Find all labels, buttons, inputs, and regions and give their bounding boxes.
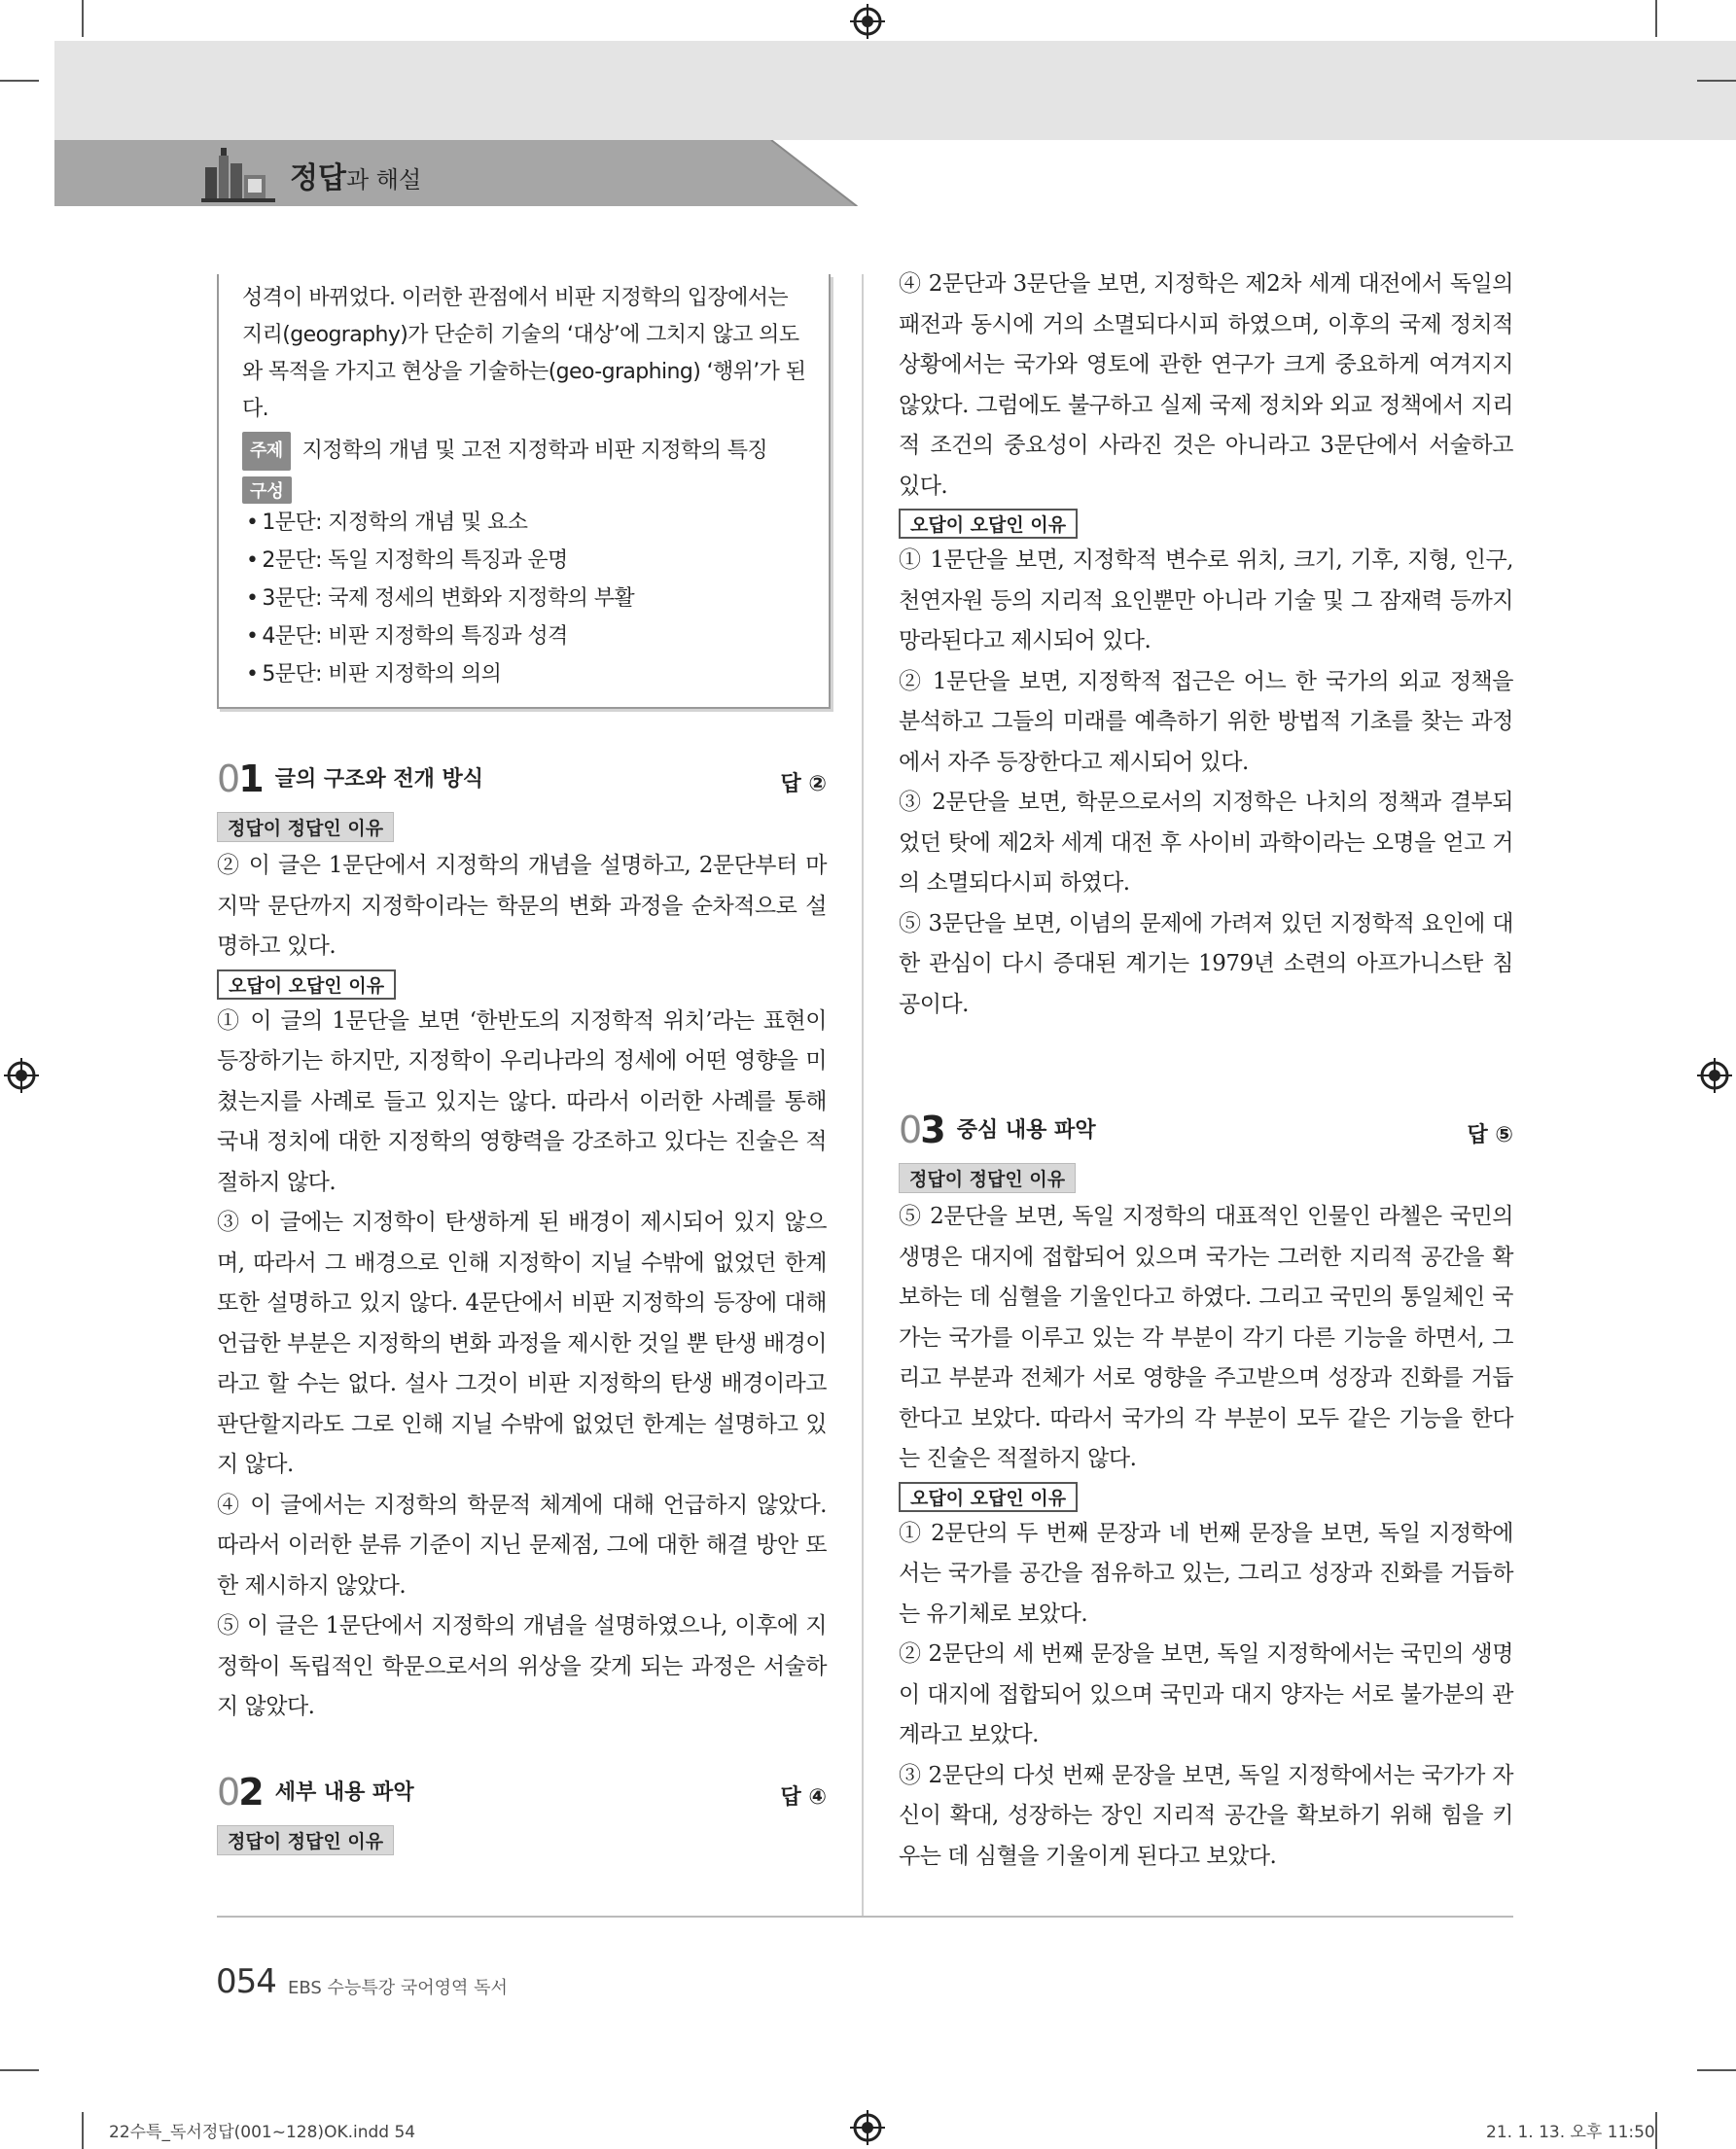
wrong-reason-item: ⑤ 이 글은 1문단에서 지정학의 개념을 설명하였으나, 이후에 지정학이 독립적인 학문으로서의 위상을 갖게 되는 과정은 서술하지 않았다.: [217, 1613, 827, 1719]
correct-reason-text: ⑤ 2문단을 보면, 독일 지정학의 대표적인 인물인 라첼은 국민의 생명은 대지에 접합되어 있으며 국가는 그러한 지리적 공간을 확보하는 데 심혈을 기울인다고 하였다. 그리고 국민의 통일체인 국가는 국가를 이루고 있는 각 부분이 각기 다른 기능을 하면서, 그리고 부분과 전체가 서로 영향을 주고받으며 성장과 진화를 거듭한다고 보았다. 따라서 국가의 각 부분이 모두 같은 기능을 한다는 진술은 적절하지 않다.: [899, 1204, 1513, 1471]
print-slug-file: 22수특_독서정답(001~128)OK.indd 54: [109, 2123, 416, 2142]
book-title: EBS 수능특강 국어영역 독서: [288, 1978, 508, 1998]
crop-mark: [1655, 2112, 1657, 2149]
wrong-reason-item: ② 1문단을 보면, 지정학적 접근은 어느 한 국가의 외교 정책을 분석하고 그들의 미래를 예측하기 위한 방법적 기초를 찾는 과정에서 자주 등장한다고 제시되어 있다.: [899, 668, 1513, 775]
question-02-header: [217, 1771, 827, 1821]
wrong-reason-item: ① 이 글의 1문단을 보면 ‘한반도의 지정학적 위치’라는 표현이 등장하기는 하지만, 지정학이 우리나라의 정세에 어떤 영향을 미쳤는지를 사례로 들고 있지는 않다. 따라서 이러한 사례를 통해 국내 정치에 대한 지정학의 영향력을 강조하고 있다는 진술은 적절하지 않다.: [217, 1007, 827, 1195]
crop-mark: [82, 2112, 84, 2149]
question-03-header: [899, 1109, 1513, 1159]
crop-mark: [82, 0, 84, 37]
question-number: 01: [217, 757, 263, 800]
correct-reason-text: ④ 2문단과 3문단을 보면, 지정학은 제2차 세계 대전에서 독일의 패전과 동시에 거의 소멸되다시피 하였으며, 이후의 국제 정치적 상황에서는 국가와 영토에 관한 연구가 크게 중요하게 여겨지지 않았다. 그럼에도 불구하고 실제 국제 정치와 외교 정책에서 지리적 조건의 중요성이 사라진 것은 아니라고 3문단에서 서술하고 있다.: [899, 271, 1513, 499]
wrong-reason-item: ① 1문단을 보면, 지정학적 변수로 위치, 크기, 기후, 지형, 인구, 천연자원 등의 지리적 요인뿐만 아니라 기술 및 그 잠재력 등까지 망라된다고 제시되어 있다.: [899, 547, 1513, 653]
theme-tag: 주제: [242, 432, 291, 471]
structure-tag: 구성: [242, 476, 292, 504]
registration-mark-icon: [850, 4, 885, 39]
correct-reason-text: ② 이 글은 1문단에서 지정학의 개념을 설명하고, 2문단부터 마지막 문단까지 지정학이라는 학문의 변화 과정을 순차적으로 설명하고 있다.: [217, 853, 827, 959]
question-answer: 답 ④: [780, 1784, 827, 1810]
structure-item: • 4문단: 비판 지정학의 특징과 성격: [246, 617, 807, 655]
question-title: 세부 내용 파악: [274, 1779, 414, 1805]
wrong-reason-item: ③ 2문단을 보면, 학문으로서의 지정학은 나치의 정책과 결부되었던 탓에 제2차 세계 대전 후 사이비 과학이라는 오명을 얻고 거의 소멸되다시피 하였다.: [899, 790, 1513, 896]
crop-mark: [1697, 2069, 1736, 2071]
wrong-reason-label: 오답이 오답인 이유: [899, 509, 1078, 539]
question-title: 중심 내용 파악: [956, 1118, 1096, 1143]
wrong-reason-item: ③ 이 글에는 지정학이 탄생하게 된 배경이 제시되어 있지 않으며, 따라서 그 배경으로 인해 지정학이 지닐 수밖에 없었던 한계 또한 설명하고 있지 않다. 4문단에서 비판 지정학의 등장에 대해 언급한 부분은 지정학의 변화 과정을 제시한 것일 뿐 탄생 배경이라고 할 수는 없다. 설사 그것이 비판 지정학의 탄생 배경이라고 판단할지라도 그로 인해 지닐 수밖에 없었던 한계는 설명하고 있지 않다.: [217, 1210, 827, 1477]
correct-reason-label: 정답이 정답인 이유: [217, 812, 394, 842]
question-answer: 답 ⑤: [1467, 1123, 1513, 1147]
structure-item: • 1문단: 지정학의 개념 및 요소: [246, 504, 807, 542]
correct-reason-label: 정답이 정답인 이유: [899, 1163, 1076, 1193]
registration-mark-icon: [850, 2110, 885, 2145]
wrong-reason-item: ② 2문단의 세 번째 문장을 보면, 독일 지정학에서는 국민의 생명이 대지에 접합되어 있으며 국민과 대지 양자는 서로 불가분의 관계라고 보았다.: [899, 1641, 1513, 1747]
wrong-reason-item: ③ 2문단의 다섯 번째 문장을 보면, 독일 지정학에서는 국가가 자신이 확대, 성장하는 장인 지리적 공간을 확보하기 위해 힘을 키우는 데 심혈을 기울이게 된다고 보았다.: [899, 1762, 1513, 1869]
theme-row: [242, 432, 807, 471]
structure-list: [242, 504, 807, 693]
column-divider: [862, 274, 864, 1918]
structure-row: [242, 476, 807, 504]
registration-mark-icon: [1697, 1058, 1732, 1093]
wrong-reason-label: 오답이 오답인 이유: [217, 969, 396, 1000]
page-section-title: 정답과 해설: [290, 161, 422, 195]
question-title: 글의 구조와 전개 방식: [274, 767, 483, 792]
correct-reason-label: 정답이 정답인 이유: [217, 1825, 394, 1855]
summary-box: [217, 274, 831, 709]
crop-mark: [0, 80, 39, 82]
registration-mark-icon: [4, 1058, 39, 1093]
question-number: 03: [899, 1109, 944, 1151]
theme-text: 지정학의 개념 및 고전 지정학과 비판 지정학의 특징: [301, 439, 768, 463]
question-01-header: [217, 757, 827, 808]
structure-item: • 2문단: 독일 지정학의 특징과 운명: [246, 542, 807, 580]
question-number: 02: [217, 1770, 263, 1814]
left-column: [217, 274, 827, 1859]
wrong-reason-item: ⑤ 3문단을 보면, 이념의 문제에 가려져 있던 지정학적 요인에 대한 관심이 다시 증대된 계기는 1979년 소련의 아프가니스탄 침공이다.: [899, 910, 1513, 1017]
footer-rule: [217, 1916, 1513, 1918]
books-icon: [199, 142, 277, 208]
structure-item: • 5문단: 비판 지정학의 의의: [246, 655, 807, 693]
structure-item: • 3문단: 국제 정세의 변화와 지정학의 부활: [246, 580, 807, 617]
crop-mark: [1655, 0, 1657, 37]
crop-mark: [1697, 80, 1736, 82]
summary-continued-text: 성격이 바뀌었다. 이러한 관점에서 비판 지정학의 입장에서는 지리(geography)가 단순히 기술의 ‘대상’에 그치지 않고 의도와 목적을 가지고 현상을 기술하는(geo-graphing) ‘행위’가 된다.: [242, 286, 806, 421]
header-band-light: [54, 41, 1736, 140]
right-column: [899, 264, 1513, 1877]
wrong-reason-item: ④ 이 글에서는 지정학의 학문적 체계에 대해 언급하지 않았다. 따라서 이러한 분류 기준이 지닌 문제점, 그에 대한 해결 방안 또한 제시하지 않았다.: [217, 1492, 827, 1599]
wrong-reason-label: 오답이 오답인 이유: [899, 1482, 1078, 1512]
wrong-reason-item: ① 2문단의 두 번째 문장과 네 번째 문장을 보면, 독일 지정학에서는 국가를 공간을 점유하고 있는, 그리고 성장과 진화를 거듭하는 유기체로 보았다.: [899, 1520, 1513, 1627]
page-number: 054: [216, 1962, 276, 2001]
print-slug-date: 21. 1. 13. 오후 11:50: [1486, 2123, 1655, 2142]
question-answer: 답 ②: [780, 772, 827, 796]
crop-mark: [0, 2069, 39, 2071]
